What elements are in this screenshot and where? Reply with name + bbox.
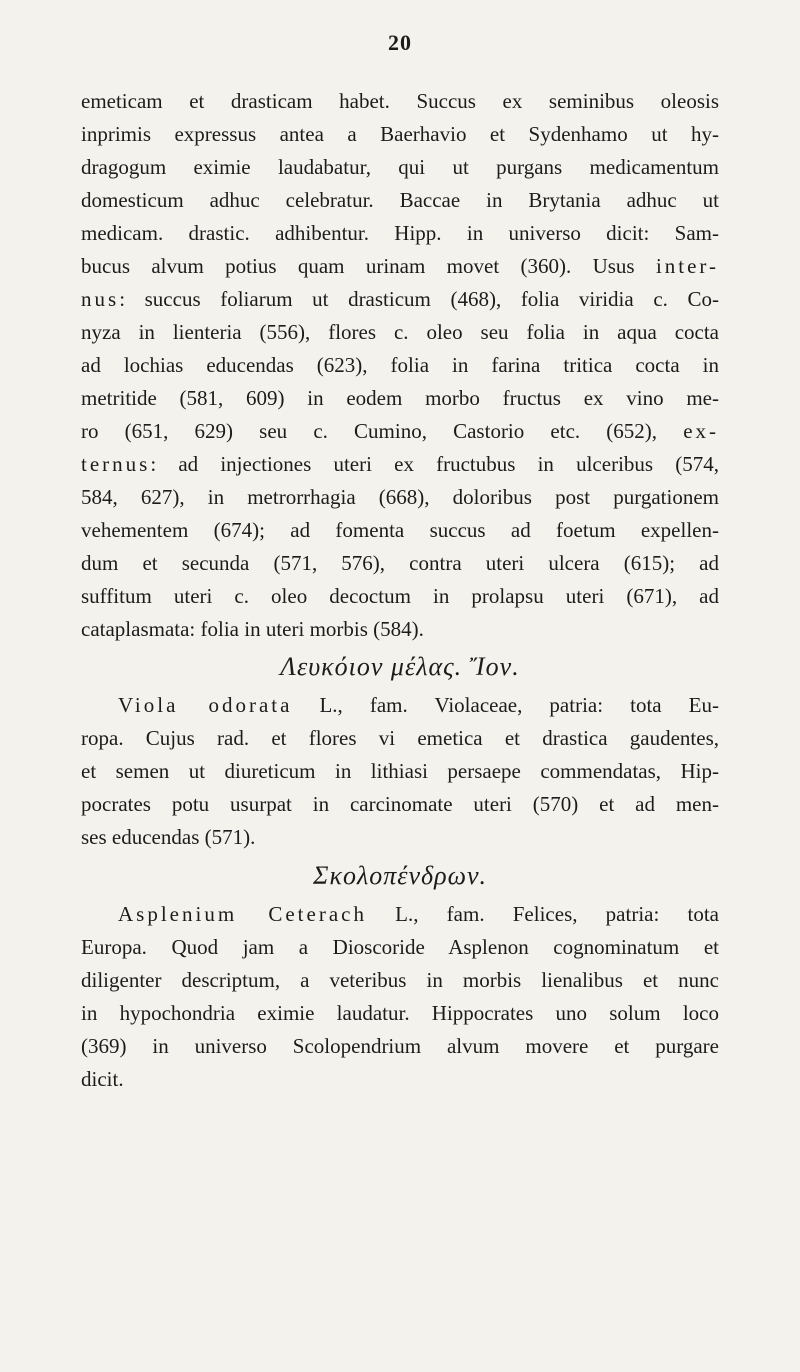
page-number: 20: [388, 30, 412, 55]
text-line: ropa. Cujus rad. et flores vi emetica et drastica gaudentes,: [81, 726, 719, 750]
text-run: bucus alvum potius quam urinam movet (360). Usus: [81, 254, 635, 278]
text-line: vehementem (674); ad fomenta succus ad foetum expellen-: [81, 518, 719, 542]
text-line: in hypochondria eximie laudatur. Hippocrates uno solum loco: [81, 1001, 719, 1025]
text-line: [81, 417, 719, 445]
text-line: domesticum adhuc celebratur. Baccae in Brytania adhuc ut: [81, 188, 719, 212]
text-run: L., fam. Felices, patria: tota: [395, 902, 719, 926]
species-name: Asplenium Ceterach: [118, 902, 367, 926]
text-line: metritide (581, 609) in eodem morbo fructus ex vino me-: [81, 386, 719, 410]
text-line: [118, 691, 719, 719]
text-line: ses educendas (571).: [81, 825, 256, 849]
text-line: inprimis expressus antea a Baerhavio et Sydenhamo ut hy-: [81, 122, 719, 146]
text-run: : succus foliarum ut drasticum (468), folia viridia c. Co-: [119, 287, 719, 311]
text-run: L., fam. Violaceae, patria: tota Eu-: [319, 693, 719, 717]
text-line: (369) in universo Scolopendrium alvum movere et purgare: [81, 1034, 719, 1058]
text-line: [81, 450, 719, 478]
text-line: cataplasmata: folia in uteri morbis (584).: [81, 617, 424, 641]
emphasized-term: ternus: [81, 452, 151, 476]
species-name: Viola odorata: [118, 693, 293, 717]
text-line: [81, 285, 719, 313]
emphasized-term: nus: [81, 287, 120, 311]
text-line: dicit.: [81, 1067, 124, 1091]
text-line: nyza in lienteria (556), flores c. oleo seu folia in aqua cocta: [81, 320, 719, 344]
text-line: pocrates potu usurpat in carcinomate uteri (570) et ad men-: [81, 792, 719, 816]
emphasized-term: inter-: [655, 254, 719, 278]
text-run: : ad injectiones uteri ex fructubus in ulceribus (574,: [150, 452, 719, 476]
text-line: 584, 627), in metrorrhagia (668), doloribus post purgationem: [81, 485, 719, 509]
text-line: et semen ut diureticum in lithiasi persaepe commendatas, Hip-: [81, 759, 719, 783]
section-heading: Λευκόιον μέλας. Ἴον.: [280, 652, 520, 681]
text-line: [118, 900, 719, 928]
text-line: [81, 252, 719, 280]
text-run: ro (651, 629) seu c. Cumino, Castorio etc. (652),: [81, 419, 658, 443]
text-line: ad lochias educendas (623), folia in farina tritica cocta in: [81, 353, 719, 377]
text-line: medicam. drastic. adhibentur. Hipp. in universo dicit: Sam-: [81, 221, 719, 245]
text-line: Europa. Quod jam a Dioscoride Asplenon cognominatum et: [81, 935, 719, 959]
text-line: dragogum eximie laudabatur, qui ut purgans medicamentum: [81, 155, 719, 179]
text-line: diligenter descriptum, a veteribus in morbis lienalibus et nunc: [81, 968, 719, 992]
text-line: emeticam et drasticam habet. Succus ex seminibus oleosis: [81, 89, 719, 113]
text-line: suffitum uteri c. oleo decoctum in prolapsu uteri (671), ad: [81, 584, 719, 608]
text-line: dum et secunda (571, 576), contra uteri ulcera (615); ad: [81, 551, 719, 575]
section-heading: Σκολοπένδρων.: [313, 861, 487, 890]
emphasized-term: ex-: [683, 419, 720, 443]
